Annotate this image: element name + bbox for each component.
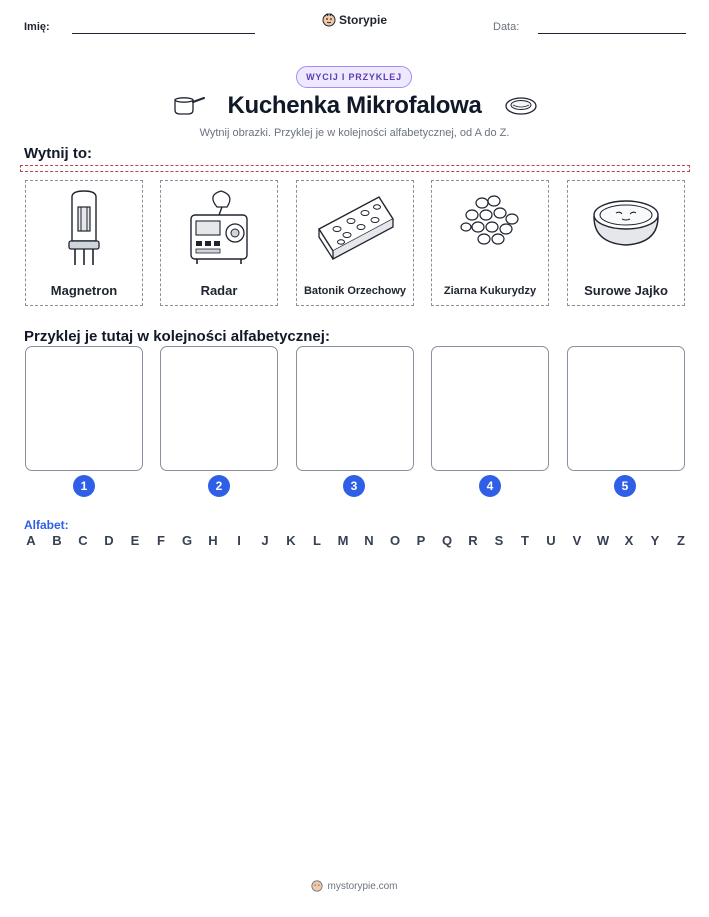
alphabet-letter: V [572,533,582,548]
cut-card-corn-kernels[interactable] [431,180,549,306]
alphabet-letter: O [389,533,401,548]
alphabet-row [24,533,688,548]
alphabet-letter: J [261,533,269,548]
paste-box-2[interactable] [160,346,278,471]
storypie-mascot-icon [322,13,336,27]
alphabet-letter: X [624,533,634,548]
paste-box-1[interactable] [25,346,143,471]
number-badge: 3 [343,475,365,497]
cut-line [20,165,690,172]
alphabet-letter: T [521,533,529,548]
footer [0,880,709,892]
raw-egg-bowl-icon [568,189,684,271]
alphabet-letter: F [157,533,165,548]
instructions: Wytnij obrazki. Przyklej je w kolejności alfabetycznej, od A do Z. [199,127,510,139]
alphabet-letter: Y [650,533,660,548]
date-label: Data: [493,21,520,33]
card-label: Ziarna Kukurydzy [443,285,537,297]
number-badge: 2 [208,475,230,497]
number-badge: 5 [614,475,636,497]
radar-device-icon [161,189,277,271]
alphabet-letter: H [208,533,218,548]
alphabet-letter: M [337,533,349,548]
alphabet-letter: Q [441,533,453,548]
bowl-icon [504,96,538,118]
cut-card-nut-bar[interactable] [296,180,414,306]
cut-section-title: Wytnij to: [24,145,93,162]
paste-section-title: Przyklej je tutaj w kolejności alfabetycznej: [24,328,330,345]
alphabet-letter: G [181,533,193,548]
paste-box-5[interactable] [567,346,685,471]
number-badge: 1 [73,475,95,497]
alphabet-letter: N [364,533,374,548]
alphabet-letter: U [546,533,556,548]
card-label: Magnetron [50,283,118,298]
brand-logo [322,13,387,27]
vacuum-tube-icon [26,189,142,271]
cut-card-raw-egg[interactable] [567,180,685,306]
alphabet-letter: L [313,533,321,548]
alphabet-letter: A [26,533,36,548]
alphabet-letter: I [237,533,241,548]
alphabet-letter: W [596,533,610,548]
name-line[interactable] [72,33,255,34]
alphabet-letter: E [130,533,140,548]
alphabet-title: Alfabet: [24,518,69,532]
alphabet-letter: C [78,533,88,548]
paste-box-3[interactable] [296,346,414,471]
cut-card-magnetron[interactable] [25,180,143,306]
nut-bar-icon [297,189,413,271]
date-line[interactable] [538,33,686,34]
brand-name: Storypie [339,13,388,27]
number-badge: 4 [479,475,501,497]
storypie-mascot-icon [311,880,323,892]
corn-kernels-icon [432,189,548,271]
alphabet-letter: S [494,533,504,548]
name-label: Imię: [24,21,50,33]
alphabet-letter: D [104,533,114,548]
card-label: Surowe Jajko [584,283,668,298]
paste-box-4[interactable] [431,346,549,471]
card-label: Radar [200,283,238,298]
card-label: Batonik Orzechowy [303,285,407,297]
activity-badge: WYCIJ I PRZYKLEJ [296,66,412,88]
cut-card-radar[interactable] [160,180,278,306]
alphabet-letter: Z [677,533,685,548]
page-title: Kuchenka Mikrofalowa [227,92,482,119]
alphabet-letter: B [52,533,62,548]
alphabet-letter: R [468,533,478,548]
alphabet-letter: P [416,533,426,548]
alphabet-letter: K [286,533,296,548]
footer-link[interactable]: mystorypie.com [327,880,398,892]
